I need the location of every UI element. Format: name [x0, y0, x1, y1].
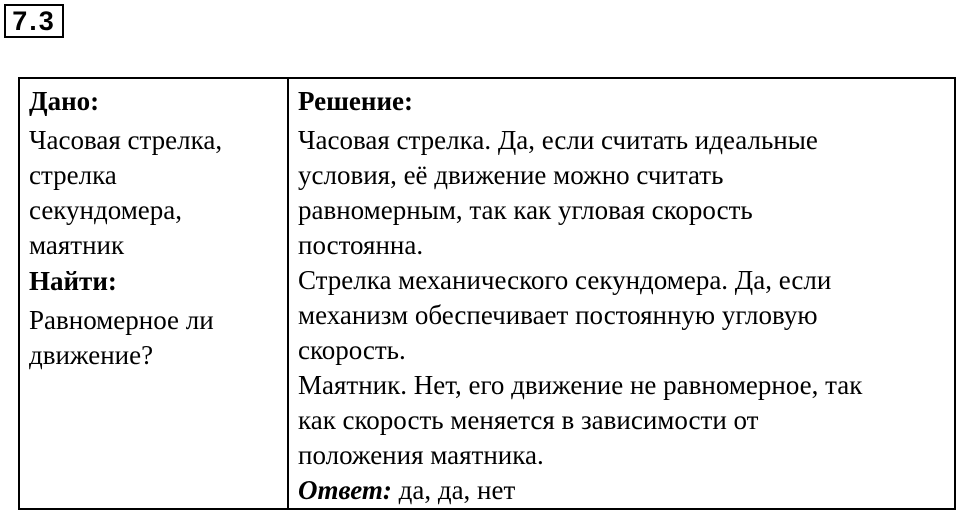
solution-line: равномерным, так как угловая скорость — [298, 195, 753, 225]
given-line: секундомера, — [29, 195, 183, 225]
given-line: Часовая стрелка, — [29, 125, 223, 155]
solution-column — [289, 79, 954, 508]
solution-line: механизм обеспечивает постоянную угловую — [298, 300, 818, 330]
answer-label: Ответ: — [298, 475, 392, 505]
solution-line: Стрелка механического секундомера. Да, если — [298, 265, 832, 295]
given-line: стрелка — [29, 160, 117, 190]
solution-line: Маятник. Нет, его движение не равномерное, так — [298, 370, 863, 400]
solution-line: постоянна. — [298, 230, 424, 260]
problem-number: 7.3 — [4, 4, 64, 38]
given-column — [20, 79, 289, 508]
answer-line — [298, 473, 954, 508]
solution-line: как скорость меняется в зависимости от — [298, 405, 759, 435]
given-heading: Дано: — [29, 86, 100, 116]
solution-line: Часовая стрелка. Да, если считать идеальные — [298, 125, 818, 155]
solution-text — [298, 123, 954, 508]
find-line: движение? — [29, 340, 154, 370]
answer-value: да, да, нет — [391, 475, 516, 505]
given-text — [29, 123, 287, 263]
find-text — [29, 303, 287, 373]
solution-line: скорость. — [298, 335, 406, 365]
solution-table — [18, 77, 956, 510]
find-heading: Найти: — [29, 266, 117, 296]
solution-heading: Решение: — [298, 86, 413, 116]
solution-line: положения маятника. — [298, 440, 544, 470]
given-line: маятник — [29, 230, 125, 260]
solution-line: условия, её движение можно считать — [298, 160, 724, 190]
find-line: Равномерное ли — [29, 305, 214, 335]
